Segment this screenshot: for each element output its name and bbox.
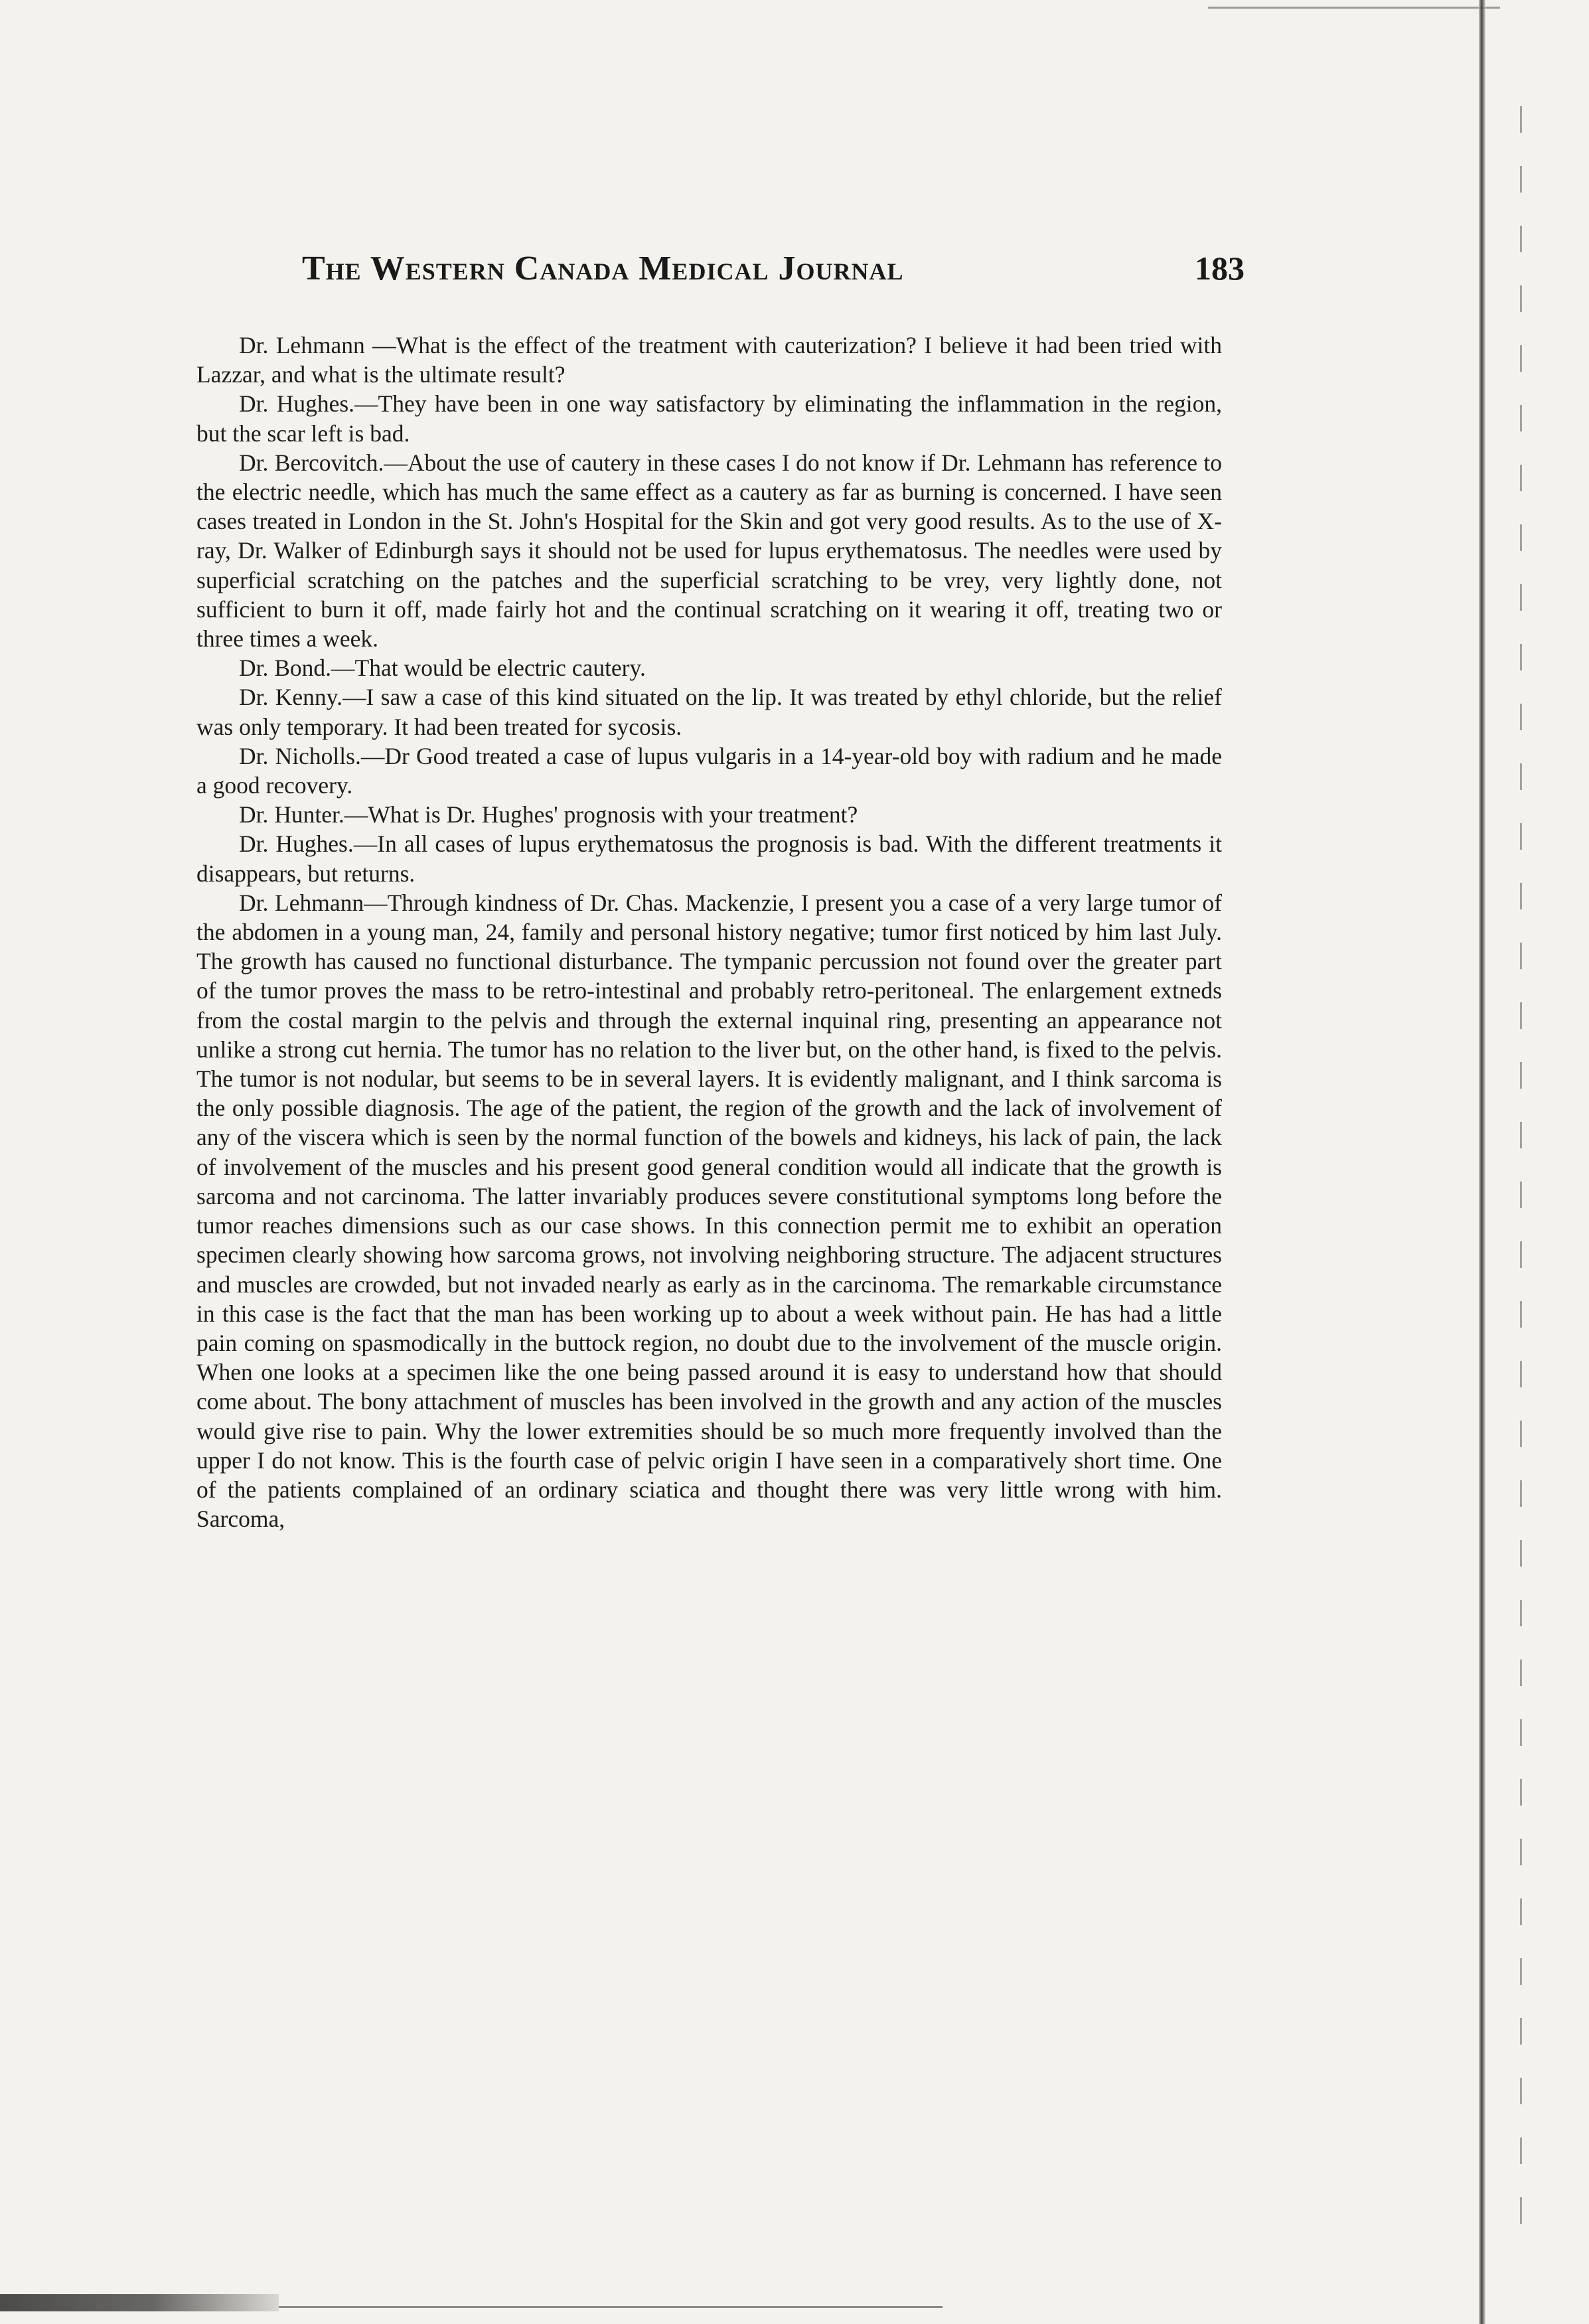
paragraph-kenny: Dr. Kenny.—I saw a case of this kind situated on the lip. It was treated by ethyl chloride, but the relief was only temporary. It had been treated for sycosis. bbox=[196, 684, 1222, 740]
paragraph-hunter: Dr. Hunter.—What is Dr. Hughes' prognosis with your treatment? bbox=[239, 801, 858, 828]
article-body bbox=[196, 331, 1222, 1533]
paragraph-nicholls: Dr. Nicholls.—Dr Good treated a case of lupus vulgaris in a 14-year-old boy with radium and he made a good recovery. bbox=[196, 742, 1222, 799]
paragraph-lehmann-question: Dr. Lehmann —What is the effect of the treatment with cauterization? I believe it had been tried with Lazzar, and what is the ultimate result? bbox=[196, 332, 1222, 388]
scan-top-rule bbox=[1208, 7, 1500, 9]
page-number: 183 bbox=[1195, 250, 1245, 287]
journal-title: The Western Canada Medical Journal bbox=[302, 250, 904, 287]
scan-bottom-smudge bbox=[0, 2294, 279, 2311]
scan-binding-edge bbox=[1479, 0, 1485, 2324]
scan-bottom-rule bbox=[279, 2306, 943, 2308]
paragraph-hughes-reply: Dr. Hughes.—They have been in one way satisfactory by eliminating the inflammation in the region, but the scar left is bad. bbox=[196, 390, 1222, 447]
paragraph-bercovitch: Dr. Bercovitch.—About the use of cautery in these cases I do not know if Dr. Lehmann has reference to the electric needle, which has much the same effect as a cautery as far as burning is concerned. I have seen cases treated in London in the St. John's Hospital for the Skin and got very good results. As to the use of X-ray, Dr. Walker of Edinburgh says it should not be used for lupus erythematosus. The needles were used by superficial scratching on the patches and the superficial scratching to be vrey, very lightly done, not sufficient to burn it off, made fairly hot and the continual scratching on it wearing it off, treating two or three times a week. bbox=[196, 449, 1222, 653]
paragraph-hughes-prognosis: Dr. Hughes.—In all cases of lupus erythematosus the prognosis is bad. With the different treatments it disappears, but returns. bbox=[196, 830, 1222, 887]
paragraph-bond: Dr. Bond.—That would be electric cautery. bbox=[239, 655, 646, 682]
paragraph-lehmann-case: Dr. Lehmann—Through kindness of Dr. Chas. Mackenzie, I present you a case of a very large tumor of the abdomen in a young man, 24, family and personal history negative; tumor first noticed by him last July. The growth has caused no functional disturbance. The tympanic percussion not found over the greater part of the tumor proves the mass to be retro-intestinal and probably retro-peritoneal. The enlargement extneds from the costal margin to the pelvis and through the external inquinal ring, presenting an appearance not unlike a strong cut hernia. The tumor has no relation to the liver but, on the other hand, is fixed to the pelvis. The tumor is not nodular, but seems to be in several layers. It is evidently malignant, and I think sarcoma is the only possible diagnosis. The age of the patient, the region of the growth and the lack of involvement of any of the viscera which is seen by the normal function of the bowels and kidneys, his lack of pain, the lack of involvement of the muscles and his present good general condition would all indicate that the growth is sarcoma and not carcinoma. The latter invariably produces severe constitutional symptoms long before the tumor reaches dimensions such as our case shows. In this connection permit me to exhibit an operation specimen clearly showing how sarcoma grows, not involving neighboring structure. The adjacent structures and muscles are crowded, but not invaded nearly as early as in the carcinoma. The remarkable circumstance in this case is the fact that the man has been working up to about a week without pain. He has had a little pain coming on spasmodically in the buttock region, no doubt due to the involvement of the muscle origin. When one looks at a specimen like the one being passed around it is easy to understand how that should come about. The bony attachment of muscles has been involved in the growth and any action of the muscles would give rise to pain. Why the lower extremities should be so much more frequently involved than the upper I do not know. This is the fourth case of pelvic origin I have seen in a comparatively short time. One of the patients complained of an ordinary sciatica and thought there was very little wrong with him. Sarcoma, bbox=[196, 889, 1222, 1533]
scan-margin-marks bbox=[1520, 106, 1522, 2230]
page-header bbox=[302, 249, 1245, 295]
